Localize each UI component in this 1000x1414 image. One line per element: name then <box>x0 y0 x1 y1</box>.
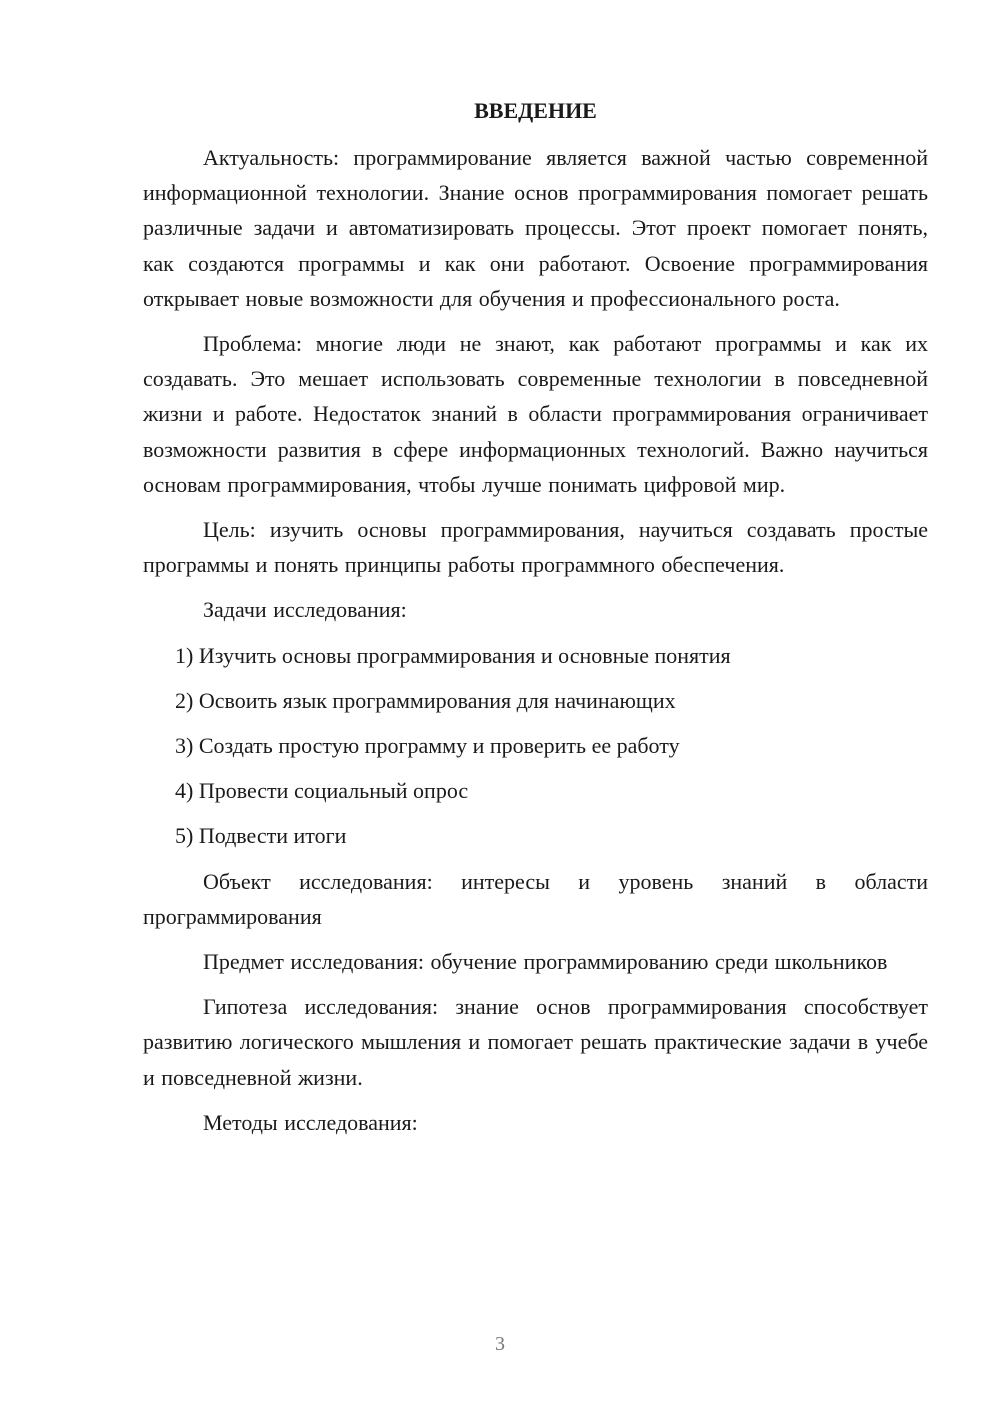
task-item: 1) Изучить основы программирования и основные понятия <box>175 642 731 668</box>
goal-paragraph: Цель: изучить основы программирования, научиться создавать простые программы и понять принципы работы программного обеспечения. <box>143 517 928 578</box>
hypothesis-paragraph: Гипотеза исследования: знание основ программирования способствует развитию логического мышления и помогает решать практические задачи в учебе и повседневной жизни. <box>143 994 928 1090</box>
page-number: 3 <box>495 1333 505 1355</box>
task-item: 3) Создать простую программу и проверить ее работу <box>175 733 680 759</box>
problem-paragraph: Проблема: многие люди не знают, как работают программы и как их создавать. Это мешает использовать современные технологии в повседневной жизни и работе. Недостаток знаний в области программирования ограничивает возможности развития в сфере информационных технологий. Важно научиться основам программирования, чтобы лучше понимать цифровой мир. <box>143 331 928 497</box>
task-item: 4) Провести социальный опрос <box>175 778 469 804</box>
task-item: 5) Подвести итоги <box>175 823 347 849</box>
document-title: ВВЕДЕНИЕ <box>474 98 597 123</box>
methods-heading: Методы исследования: <box>203 1109 418 1135</box>
tasks-heading: Задачи исследования: <box>203 597 407 623</box>
document-page <box>143 96 928 1150</box>
subject-paragraph: Предмет исследования: обучение программированию среди школьников <box>203 949 888 975</box>
tasks-list <box>143 638 928 854</box>
relevance-paragraph: Актуальность: программирование является важной частью современной информационной технологии. Знание основ программирования помогает решать различные задачи и автоматизировать процессы. Этот проект помогает понять, как создаются программы и как они работают. Освоение программирования открывает новые возможности для обучения и профессионального роста. <box>143 145 928 311</box>
task-item: 2) Освоить язык программирования для начинающих <box>175 687 676 713</box>
object-paragraph: Объект исследования: интересы и уровень знаний в области программирования <box>143 868 928 929</box>
